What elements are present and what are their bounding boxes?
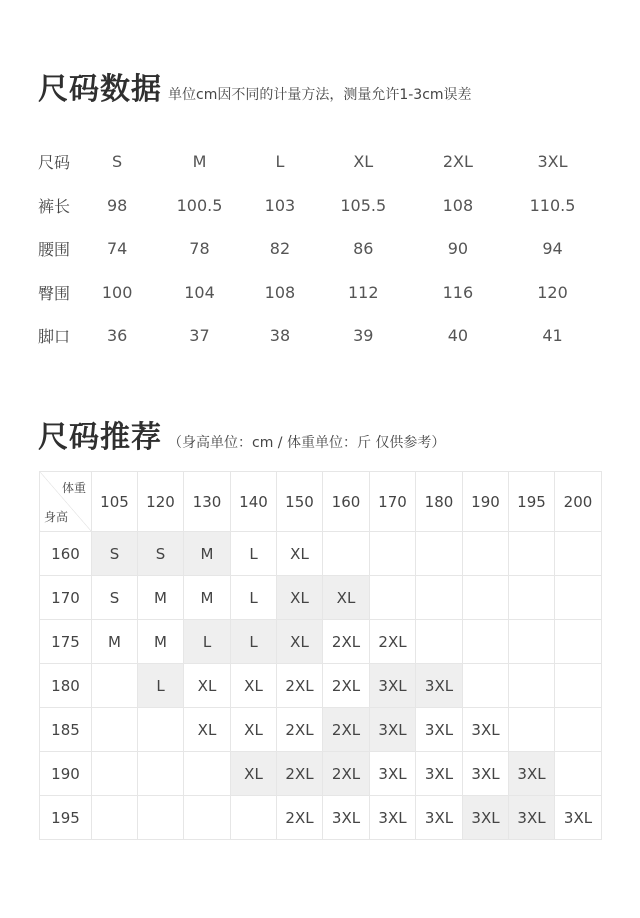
size-cell: [509, 532, 555, 576]
size-cell: S: [92, 576, 138, 620]
size-cell: 3XL: [323, 796, 370, 840]
size-cell: S: [92, 532, 138, 576]
size-cell: [463, 620, 509, 664]
size-cell: XL: [277, 620, 323, 664]
size-cell: 2XL: [277, 752, 323, 796]
spec-cell: 105.5: [340, 195, 387, 215]
size-cell: [509, 664, 555, 708]
size-cell: 3XL: [463, 708, 509, 752]
size-recommend-table: [39, 471, 602, 840]
spec-cell: 40: [447, 326, 469, 346]
size-cell: 3XL: [416, 708, 463, 752]
size-cell: 2XL: [277, 708, 323, 752]
spec-row: [38, 184, 618, 228]
size-cell: [184, 796, 231, 840]
spec-cell: 108: [264, 282, 296, 302]
size-cell: 3XL: [370, 664, 416, 708]
size-cell: [323, 532, 370, 576]
height-header-cell: 175: [40, 620, 92, 664]
height-row: [40, 576, 602, 620]
size-cell: [231, 796, 277, 840]
size-cell: 2XL: [323, 708, 370, 752]
size-cell: [463, 576, 509, 620]
spec-cell: 104: [184, 282, 215, 302]
height-row: [40, 664, 602, 708]
spec-cell: 90: [447, 239, 469, 259]
size-cell: [370, 576, 416, 620]
spec-cell: 82: [269, 239, 291, 259]
size-cell: [509, 576, 555, 620]
height-header-cell: 160: [40, 532, 92, 576]
size-cell: [92, 796, 138, 840]
spec-cell: 94: [542, 239, 563, 259]
spec-cell: 112: [347, 282, 379, 302]
size-cell: XL: [277, 576, 323, 620]
size-cell: XL: [184, 664, 231, 708]
size-cell: [138, 708, 184, 752]
height-axis-label: 身高: [44, 510, 69, 524]
spec-row-label: 腰围: [38, 240, 71, 260]
spec-cell: 39: [353, 326, 374, 346]
size-cell: 3XL: [370, 752, 416, 796]
spec-cell: 37: [189, 326, 210, 346]
size-cell: L: [231, 620, 277, 664]
weight-header-cell: 195: [509, 472, 555, 532]
size-cell: [416, 532, 463, 576]
spec-row-label: 脚口: [38, 327, 71, 347]
size-cell: 3XL: [416, 664, 463, 708]
size-cell: [555, 576, 602, 620]
spec-cell: 98: [106, 195, 128, 215]
size-cell: [416, 620, 463, 664]
size-cell: [463, 664, 509, 708]
spec-cell: 86: [353, 239, 374, 259]
size-cell: [555, 708, 602, 752]
size-cell: M: [92, 620, 138, 664]
spec-cell: 103: [264, 195, 296, 215]
size-cell: 3XL: [463, 796, 509, 840]
size-cell: 2XL: [277, 664, 323, 708]
height-header-cell: 195: [40, 796, 92, 840]
spec-cell: 74: [106, 239, 128, 259]
size-cell: M: [184, 576, 231, 620]
spec-cell: XL: [353, 152, 374, 172]
height-row: [40, 796, 602, 840]
size-cell: XL: [231, 708, 277, 752]
weight-header-cell: 180: [416, 472, 463, 532]
height-header-cell: 185: [40, 708, 92, 752]
height-row: [40, 708, 602, 752]
spec-row: [38, 140, 618, 184]
size-cell: [509, 620, 555, 664]
size-cell: [509, 708, 555, 752]
size-cell: XL: [231, 664, 277, 708]
spec-cell: 41: [542, 326, 563, 346]
spec-cell: M: [192, 152, 207, 172]
spec-cell: 36: [106, 326, 128, 346]
weight-header-row: [40, 472, 602, 532]
size-cell: [555, 532, 602, 576]
spec-cell: 100: [101, 282, 133, 302]
size-data-heading: [38, 64, 472, 108]
size-cell: [555, 664, 602, 708]
size-recommend-heading: [38, 412, 445, 456]
weight-header-cell: 130: [184, 472, 231, 532]
size-spec-table: [38, 140, 618, 358]
size-cell: XL: [184, 708, 231, 752]
size-cell: L: [138, 664, 184, 708]
size-cell: [416, 576, 463, 620]
height-row: [40, 620, 602, 664]
spec-cell: 116: [442, 282, 474, 302]
size-recommend-title: 尺码推荐: [38, 420, 162, 455]
spec-cell: 100.5: [176, 195, 223, 215]
size-cell: [138, 796, 184, 840]
spec-row-label: 尺码: [38, 153, 71, 173]
size-cell: [92, 708, 138, 752]
size-cell: 3XL: [509, 752, 555, 796]
size-cell: XL: [277, 532, 323, 576]
spec-cell: 2XL: [442, 152, 473, 172]
size-cell: 2XL: [323, 620, 370, 664]
spec-cell: S: [112, 152, 123, 172]
size-cell: [184, 752, 231, 796]
size-cell: XL: [323, 576, 370, 620]
weight-header-cell: 160: [323, 472, 370, 532]
spec-row-label: 裤长: [38, 196, 71, 216]
spec-cell: 108: [442, 195, 474, 215]
size-cell: [138, 752, 184, 796]
spec-cell: 120: [537, 282, 568, 302]
height-row: [40, 752, 602, 796]
weight-header-cell: 150: [277, 472, 323, 532]
weight-header-cell: 140: [231, 472, 277, 532]
size-cell: 2XL: [323, 752, 370, 796]
size-cell: [555, 620, 602, 664]
size-cell: L: [231, 576, 277, 620]
weight-header-cell: 170: [370, 472, 416, 532]
spec-cell: 110.5: [529, 195, 576, 215]
size-cell: S: [138, 532, 184, 576]
spec-cell: L: [275, 152, 285, 172]
size-cell: 3XL: [370, 796, 416, 840]
size-cell: [555, 752, 602, 796]
size-cell: 2XL: [370, 620, 416, 664]
size-cell: L: [184, 620, 231, 664]
spec-row: [38, 314, 618, 358]
weight-header-cell: 200: [555, 472, 602, 532]
spec-cell: 3XL: [537, 152, 568, 172]
spec-row: [38, 271, 618, 315]
spec-cell: 38: [269, 326, 291, 346]
spec-row-label: 臀围: [38, 283, 71, 303]
size-data-title: 尺码数据: [38, 72, 162, 107]
size-recommend-note: （身高单位：cm / 体重单位：斤 仅供参考）: [168, 435, 446, 451]
size-cell: 3XL: [509, 796, 555, 840]
size-cell: 2XL: [277, 796, 323, 840]
corner-cell: [40, 472, 92, 532]
size-cell: [370, 532, 416, 576]
size-cell: [92, 664, 138, 708]
size-data-note: 单位cm因不同的计量方法，测量允许1-3cm误差: [168, 87, 472, 103]
size-cell: 3XL: [370, 708, 416, 752]
height-header-cell: 190: [40, 752, 92, 796]
size-cell: M: [138, 576, 184, 620]
size-cell: [463, 532, 509, 576]
weight-header-cell: 120: [138, 472, 184, 532]
size-cell: [92, 752, 138, 796]
weight-header-cell: 105: [92, 472, 138, 532]
size-cell: XL: [231, 752, 277, 796]
size-cell: 3XL: [416, 796, 463, 840]
height-header-cell: 180: [40, 664, 92, 708]
spec-row: [38, 227, 618, 271]
spec-cell: 78: [189, 239, 210, 259]
height-row: [40, 532, 602, 576]
weight-header-cell: 190: [463, 472, 509, 532]
size-cell: 3XL: [416, 752, 463, 796]
weight-axis-label: 体重: [61, 481, 86, 495]
size-cell: 3XL: [463, 752, 509, 796]
size-cell: M: [138, 620, 184, 664]
size-cell: 3XL: [555, 796, 602, 840]
size-cell: L: [231, 532, 277, 576]
size-cell: M: [184, 532, 231, 576]
size-cell: 2XL: [323, 664, 370, 708]
height-header-cell: 170: [40, 576, 92, 620]
